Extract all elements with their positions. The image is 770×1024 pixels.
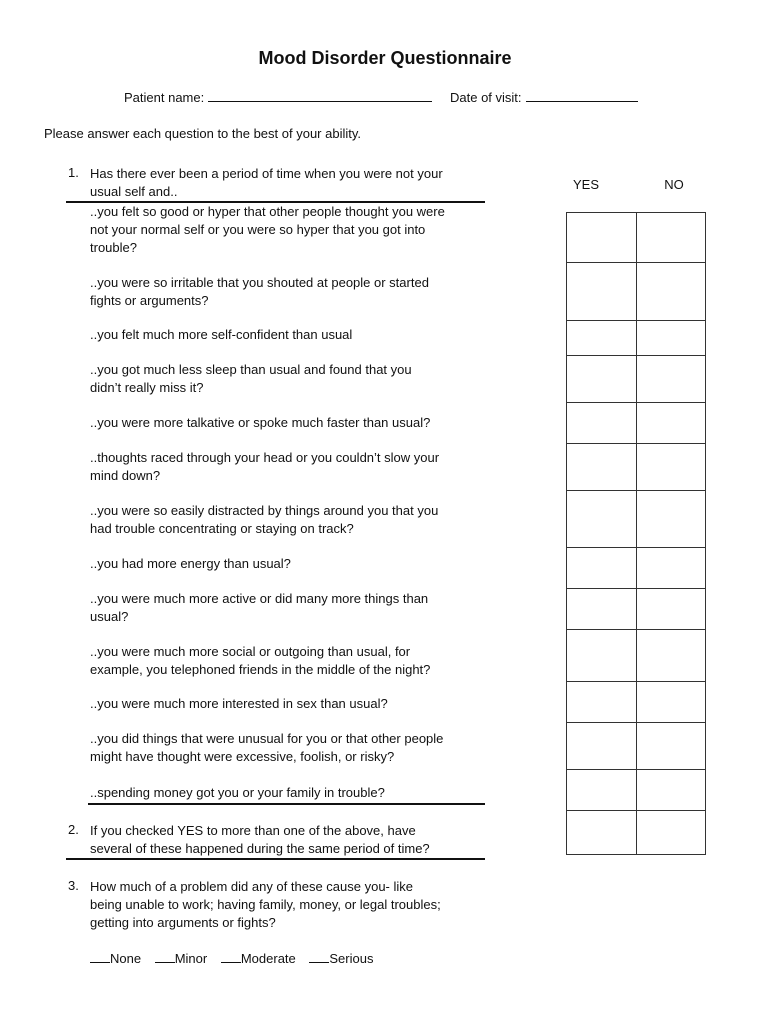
no-checkbox[interactable] <box>636 680 706 721</box>
no-checkbox[interactable] <box>636 721 706 768</box>
q1-item <box>90 274 490 310</box>
no-checkbox[interactable] <box>636 354 706 401</box>
yes-checkbox[interactable] <box>566 442 636 489</box>
no-column-header: NO <box>664 177 684 192</box>
yes-checkbox[interactable] <box>566 319 636 354</box>
item-line: ..you were more talkative or spoke much faster than usual? <box>90 415 431 430</box>
q2-text <box>90 822 510 858</box>
no-checkbox[interactable] <box>636 546 706 587</box>
no-checkbox[interactable] <box>636 809 706 855</box>
q1-item <box>90 203 490 257</box>
no-checkbox[interactable] <box>636 212 706 261</box>
q1-item <box>90 643 490 679</box>
option-label: Serious <box>329 951 374 966</box>
option-blank[interactable] <box>309 950 329 963</box>
date-of-visit-label: Date of visit: <box>450 90 522 105</box>
yes-checkbox[interactable] <box>566 628 636 680</box>
item-line: not your normal self or you were so hyper that you got into <box>90 222 426 237</box>
no-checkbox[interactable] <box>636 261 706 319</box>
q3-text <box>90 878 510 932</box>
item-line: ..you were so easily distracted by things around you that you <box>90 503 439 518</box>
option-blank[interactable] <box>155 950 175 963</box>
q1-item <box>90 730 490 766</box>
patient-name-blank[interactable] <box>208 89 432 102</box>
q1-number: 1. <box>68 165 79 180</box>
yes-checkbox[interactable] <box>566 401 636 442</box>
yes-checkbox[interactable] <box>566 212 636 261</box>
yes-checkbox[interactable] <box>566 680 636 721</box>
option-none[interactable] <box>90 951 141 966</box>
no-checkbox[interactable] <box>636 587 706 628</box>
option-minor[interactable] <box>155 951 208 966</box>
option-label: Moderate <box>240 951 296 966</box>
patient-name-label: Patient name: <box>124 90 205 105</box>
q2-text-line: several of these happened during the same period of time? <box>90 841 430 856</box>
item-line: ..you were so irritable that you shouted at people or started <box>90 275 429 290</box>
item-line: fights or arguments? <box>90 293 209 308</box>
yes-checkbox[interactable] <box>566 809 636 855</box>
item-line: didn’t really miss it? <box>90 380 204 395</box>
option-blank[interactable] <box>221 950 241 963</box>
item-line: ..you were much more active or did many more things than <box>90 591 429 606</box>
yes-column-header: YES <box>572 177 599 192</box>
q3-text-line: How much of a problem did any of these cause you- like <box>90 879 414 894</box>
q1-item <box>90 695 490 713</box>
yes-checkbox[interactable] <box>566 768 636 809</box>
option-serious[interactable] <box>309 951 373 966</box>
q1-item <box>90 784 490 802</box>
yes-checkbox[interactable] <box>566 354 636 401</box>
option-blank[interactable] <box>90 950 110 963</box>
q1-item <box>90 361 490 397</box>
item-line: ..you were much more interested in sex than usual? <box>90 696 388 711</box>
yes-checkbox[interactable] <box>566 546 636 587</box>
yes-checkbox[interactable] <box>566 587 636 628</box>
q2-divider <box>66 858 485 860</box>
date-of-visit-field[interactable] <box>450 89 638 105</box>
yes-checkbox[interactable] <box>566 261 636 319</box>
item-line: example, you telephoned friends in the middle of the night? <box>90 662 431 677</box>
item-line: ..you had more energy than usual? <box>90 556 291 571</box>
item-line: might have thought were excessive, foolish, or risky? <box>90 749 395 764</box>
no-checkbox[interactable] <box>636 442 706 489</box>
date-of-visit-blank[interactable] <box>526 89 638 102</box>
q1-text-line: usual self and.. <box>90 184 178 199</box>
q1-item <box>90 555 490 573</box>
q1-item <box>90 326 490 344</box>
q1-item <box>90 414 490 432</box>
q1-text-line: Has there ever been a period of time when you were not your <box>90 166 443 181</box>
no-checkbox[interactable] <box>636 768 706 809</box>
item-line: had trouble concentrating or staying on track? <box>90 521 354 536</box>
q1-item <box>90 449 490 485</box>
option-label: None <box>110 951 142 966</box>
q1-text <box>90 165 510 201</box>
q3-text-line: being unable to work; having family, money, or legal troubles; <box>90 897 441 912</box>
item-line: trouble? <box>90 240 137 255</box>
answer-cells <box>566 212 706 855</box>
item-line: ..you were much more social or outgoing than usual, for <box>90 644 411 659</box>
q1-end-divider <box>88 803 485 805</box>
page-title: Mood Disorder Questionnaire <box>258 48 512 68</box>
option-label: Minor <box>174 951 208 966</box>
item-line: usual? <box>90 609 129 624</box>
q3-text-line: getting into arguments or fights? <box>90 915 276 930</box>
item-line: ..you did things that were unusual for you or that other people <box>90 731 444 746</box>
q1-item <box>90 590 490 626</box>
yes-checkbox[interactable] <box>566 489 636 546</box>
q1-item <box>90 502 490 538</box>
patient-name-field[interactable] <box>124 89 432 105</box>
item-line: mind down? <box>90 468 161 483</box>
item-line: ..thoughts raced through your head or you couldn’t slow your <box>90 450 440 465</box>
q2-number: 2. <box>68 822 79 837</box>
no-checkbox[interactable] <box>636 628 706 680</box>
q2-text-line: If you checked YES to more than one of the above, have <box>90 823 416 838</box>
item-line: ..you felt so good or hyper that other people thought you were <box>90 204 445 219</box>
option-moderate[interactable] <box>221 951 296 966</box>
no-checkbox[interactable] <box>636 401 706 442</box>
item-line: ..you felt much more self-confident than usual <box>90 327 353 342</box>
item-line: ..spending money got you or your family in trouble? <box>90 785 385 800</box>
item-line: ..you got much less sleep than usual and found that you <box>90 362 412 377</box>
instructions: Please answer each question to the best of your ability. <box>44 126 362 141</box>
no-checkbox[interactable] <box>636 319 706 354</box>
q3-number: 3. <box>68 878 79 893</box>
severity-options <box>90 950 383 966</box>
yes-checkbox[interactable] <box>566 721 636 768</box>
no-checkbox[interactable] <box>636 489 706 546</box>
